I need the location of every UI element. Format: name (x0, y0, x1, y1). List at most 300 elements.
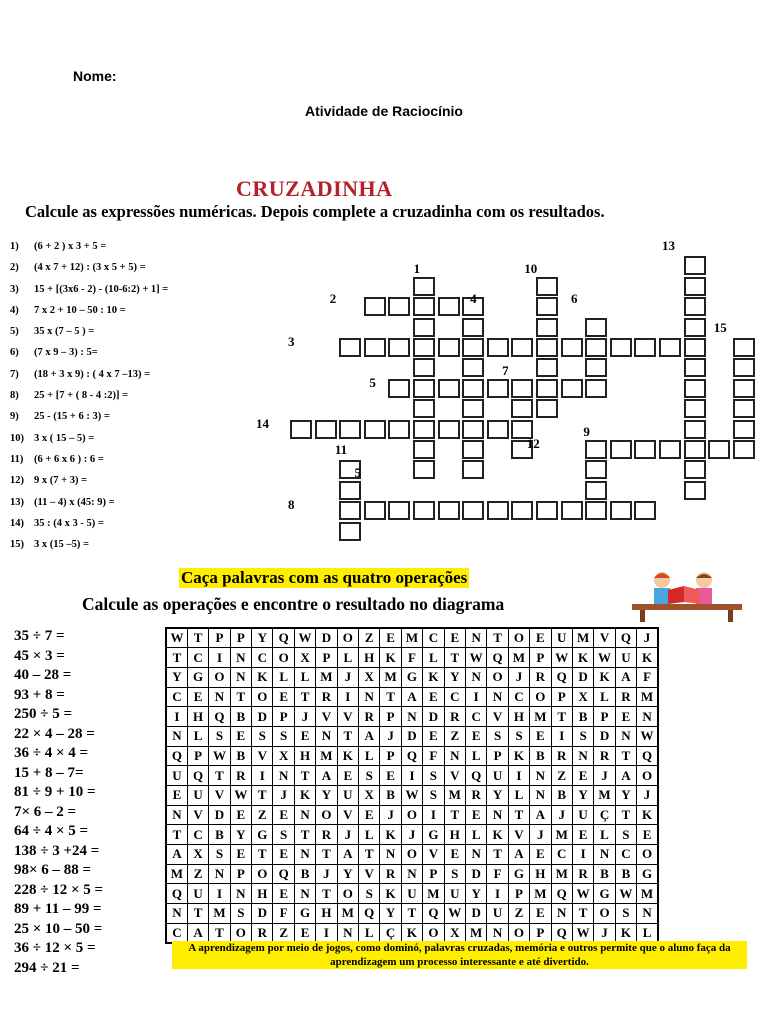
grid-letter[interactable]: N (465, 845, 486, 865)
crossword-cell[interactable] (487, 338, 509, 357)
grid-letter[interactable]: K (487, 825, 508, 845)
grid-letter[interactable]: P (187, 746, 208, 766)
grid-letter[interactable]: D (572, 667, 593, 687)
grid-letter[interactable]: V (359, 864, 380, 884)
grid-letter[interactable]: M (337, 904, 358, 924)
grid-letter[interactable]: M (423, 884, 444, 904)
crossword-cell[interactable] (462, 358, 484, 377)
grid-letter[interactable]: W (551, 648, 572, 668)
grid-letter[interactable]: I (572, 845, 593, 865)
grid-letter[interactable]: O (209, 667, 230, 687)
grid-letter[interactable]: M (166, 864, 187, 884)
grid-letter[interactable]: T (294, 766, 315, 786)
crossword-cell[interactable] (733, 379, 755, 398)
grid-letter[interactable]: N (230, 667, 251, 687)
grid-letter[interactable]: W (637, 726, 658, 746)
grid-letter[interactable]: M (465, 923, 486, 943)
grid-letter[interactable]: I (487, 884, 508, 904)
crossword-cell[interactable] (462, 420, 484, 439)
grid-letter[interactable]: N (337, 923, 358, 943)
crossword-cell[interactable] (610, 338, 632, 357)
grid-letter[interactable]: N (465, 628, 486, 648)
grid-letter[interactable]: T (551, 707, 572, 727)
grid-letter[interactable]: N (230, 884, 251, 904)
grid-letter[interactable]: N (166, 805, 187, 825)
grid-letter[interactable]: L (337, 648, 358, 668)
grid-letter[interactable]: T (401, 904, 422, 924)
grid-letter[interactable]: M (530, 707, 551, 727)
grid-letter[interactable]: K (294, 786, 315, 806)
grid-letter[interactable]: O (637, 766, 658, 786)
grid-letter[interactable]: R (615, 687, 636, 707)
grid-letter[interactable]: L (637, 923, 658, 943)
grid-letter[interactable]: L (187, 726, 208, 746)
grid-letter[interactable]: N (487, 805, 508, 825)
grid-letter[interactable]: K (637, 648, 658, 668)
grid-letter[interactable]: N (166, 904, 187, 924)
crossword-cell[interactable] (511, 399, 533, 418)
grid-letter[interactable]: J (530, 825, 551, 845)
grid-letter[interactable]: B (294, 864, 315, 884)
grid-letter[interactable]: P (380, 707, 401, 727)
grid-letter[interactable]: T (487, 628, 508, 648)
grid-letter[interactable]: Q (615, 628, 636, 648)
grid-letter[interactable]: L (423, 648, 444, 668)
crossword-cell[interactable] (438, 297, 460, 316)
grid-letter[interactable]: D (465, 864, 486, 884)
grid-letter[interactable]: N (615, 726, 636, 746)
grid-letter[interactable]: S (359, 766, 380, 786)
grid-letter[interactable]: W (401, 786, 422, 806)
grid-letter[interactable]: N (294, 805, 315, 825)
grid-letter[interactable]: Y (337, 864, 358, 884)
grid-letter[interactable]: G (594, 884, 615, 904)
grid-letter[interactable]: K (401, 923, 422, 943)
grid-letter[interactable]: V (444, 766, 465, 786)
grid-letter[interactable]: T (294, 687, 315, 707)
grid-letter[interactable]: S (273, 825, 294, 845)
grid-letter[interactable]: F (401, 648, 422, 668)
crossword-cell[interactable] (733, 420, 755, 439)
grid-letter[interactable]: A (401, 687, 422, 707)
grid-letter[interactable]: P (487, 746, 508, 766)
crossword-cell[interactable] (536, 379, 558, 398)
grid-letter[interactable]: G (401, 667, 422, 687)
crossword-cell[interactable] (388, 338, 410, 357)
grid-letter[interactable]: E (273, 687, 294, 707)
crossword-cell[interactable] (339, 522, 361, 541)
grid-letter[interactable]: S (230, 904, 251, 924)
crossword-cell[interactable] (536, 338, 558, 357)
grid-letter[interactable]: B (615, 864, 636, 884)
grid-letter[interactable]: P (230, 864, 251, 884)
grid-letter[interactable]: R (551, 746, 572, 766)
grid-letter[interactable]: U (551, 628, 572, 648)
grid-letter[interactable]: S (615, 904, 636, 924)
grid-letter[interactable]: O (401, 805, 422, 825)
grid-letter[interactable]: E (273, 845, 294, 865)
grid-letter[interactable]: S (444, 864, 465, 884)
grid-letter[interactable]: O (337, 628, 358, 648)
grid-letter[interactable]: P (209, 628, 230, 648)
crossword-cell[interactable] (585, 379, 607, 398)
grid-letter[interactable]: S (209, 845, 230, 865)
crossword-cell[interactable] (339, 338, 361, 357)
grid-letter[interactable]: Z (551, 766, 572, 786)
crossword-cell[interactable] (438, 501, 460, 520)
grid-letter[interactable]: T (380, 687, 401, 707)
grid-letter[interactable]: O (273, 648, 294, 668)
grid-letter[interactable]: Z (273, 923, 294, 943)
grid-letter[interactable]: N (401, 707, 422, 727)
grid-letter[interactable]: Z (187, 864, 208, 884)
crossword-cell[interactable] (536, 501, 558, 520)
grid-letter[interactable]: N (530, 786, 551, 806)
grid-letter[interactable]: H (294, 746, 315, 766)
grid-letter[interactable]: F (273, 904, 294, 924)
grid-letter[interactable]: L (359, 923, 380, 943)
grid-letter[interactable]: W (444, 904, 465, 924)
grid-letter[interactable]: T (615, 805, 636, 825)
crossword-cell[interactable] (585, 338, 607, 357)
grid-letter[interactable]: Q (551, 884, 572, 904)
crossword-cell[interactable] (733, 338, 755, 357)
crossword-cell[interactable] (487, 379, 509, 398)
grid-letter[interactable]: J (316, 864, 337, 884)
crossword-cell[interactable] (561, 338, 583, 357)
grid-letter[interactable]: J (401, 825, 422, 845)
crossword-cell[interactable] (438, 379, 460, 398)
grid-letter[interactable]: T (230, 687, 251, 707)
crossword-cell[interactable] (438, 420, 460, 439)
crossword-cell[interactable] (487, 420, 509, 439)
grid-letter[interactable]: D (209, 805, 230, 825)
grid-letter[interactable]: N (487, 687, 508, 707)
grid-letter[interactable]: N (401, 864, 422, 884)
grid-letter[interactable]: M (316, 746, 337, 766)
grid-letter[interactable]: I (401, 766, 422, 786)
crossword-cell[interactable] (536, 277, 558, 296)
grid-letter[interactable]: L (465, 825, 486, 845)
crossword-cell[interactable] (364, 501, 386, 520)
grid-letter[interactable]: M (551, 864, 572, 884)
grid-letter[interactable]: L (594, 825, 615, 845)
crossword-cell[interactable] (585, 440, 607, 459)
crossword-cell[interactable] (364, 338, 386, 357)
grid-letter[interactable]: E (444, 845, 465, 865)
grid-letter[interactable]: A (530, 805, 551, 825)
grid-letter[interactable]: U (337, 786, 358, 806)
grid-letter[interactable]: M (594, 786, 615, 806)
grid-letter[interactable]: O (508, 628, 529, 648)
grid-letter[interactable]: Z (444, 726, 465, 746)
grid-letter[interactable]: Y (615, 786, 636, 806)
grid-letter[interactable]: N (166, 726, 187, 746)
grid-letter[interactable]: N (294, 884, 315, 904)
grid-letter[interactable]: B (594, 864, 615, 884)
grid-letter[interactable]: O (637, 845, 658, 865)
grid-letter[interactable]: G (294, 904, 315, 924)
grid-letter[interactable]: K (508, 746, 529, 766)
crossword-cell[interactable] (511, 379, 533, 398)
grid-letter[interactable]: M (572, 628, 593, 648)
grid-letter[interactable]: S (423, 786, 444, 806)
grid-letter[interactable]: O (423, 923, 444, 943)
crossword-cell[interactable] (684, 318, 706, 337)
grid-letter[interactable]: E (465, 726, 486, 746)
grid-letter[interactable]: T (316, 884, 337, 904)
grid-letter[interactable]: T (166, 825, 187, 845)
grid-letter[interactable]: Y (444, 667, 465, 687)
grid-letter[interactable]: O (530, 687, 551, 707)
grid-letter[interactable]: Y (166, 667, 187, 687)
crossword-cell[interactable] (487, 501, 509, 520)
grid-letter[interactable]: I (252, 766, 273, 786)
grid-letter[interactable]: E (337, 766, 358, 786)
grid-letter[interactable]: X (294, 648, 315, 668)
grid-letter[interactable]: W (572, 923, 593, 943)
grid-letter[interactable]: D (423, 707, 444, 727)
grid-letter[interactable]: T (444, 648, 465, 668)
grid-letter[interactable]: U (615, 648, 636, 668)
grid-letter[interactable]: N (530, 766, 551, 786)
crossword-cell[interactable] (290, 420, 312, 439)
grid-letter[interactable]: U (166, 766, 187, 786)
grid-letter[interactable]: P (316, 648, 337, 668)
grid-letter[interactable]: C (444, 687, 465, 707)
crossword-cell[interactable] (684, 358, 706, 377)
crossword-cell[interactable] (684, 399, 706, 418)
crossword-cell[interactable] (585, 318, 607, 337)
grid-letter[interactable]: F (637, 667, 658, 687)
grid-letter[interactable]: M (401, 628, 422, 648)
grid-letter[interactable]: J (380, 726, 401, 746)
grid-letter[interactable]: S (615, 825, 636, 845)
grid-letter[interactable]: T (444, 805, 465, 825)
crossword-cell[interactable] (684, 481, 706, 500)
grid-letter[interactable]: S (423, 766, 444, 786)
grid-letter[interactable]: L (508, 786, 529, 806)
crossword-cell[interactable] (536, 297, 558, 316)
grid-letter[interactable]: H (359, 648, 380, 668)
grid-letter[interactable]: C (166, 923, 187, 943)
grid-letter[interactable]: J (294, 707, 315, 727)
grid-letter[interactable]: L (465, 746, 486, 766)
grid-letter[interactable]: R (380, 864, 401, 884)
crossword-cell[interactable] (462, 399, 484, 418)
grid-letter[interactable]: D (465, 904, 486, 924)
grid-letter[interactable]: H (316, 904, 337, 924)
grid-letter[interactable]: P (273, 707, 294, 727)
grid-letter[interactable]: K (572, 648, 593, 668)
grid-letter[interactable]: W (294, 628, 315, 648)
grid-letter[interactable]: C (423, 628, 444, 648)
grid-letter[interactable]: T (508, 805, 529, 825)
grid-letter[interactable]: W (465, 648, 486, 668)
grid-letter[interactable]: D (316, 628, 337, 648)
grid-letter[interactable]: Q (187, 766, 208, 786)
grid-letter[interactable]: V (487, 707, 508, 727)
grid-letter[interactable]: E (572, 766, 593, 786)
grid-letter[interactable]: M (316, 667, 337, 687)
crossword-cell[interactable] (610, 440, 632, 459)
crossword-cell[interactable] (733, 440, 755, 459)
grid-letter[interactable]: K (380, 648, 401, 668)
grid-letter[interactable]: E (187, 687, 208, 707)
grid-letter[interactable]: W (166, 628, 187, 648)
crossword-cell[interactable] (339, 481, 361, 500)
grid-letter[interactable]: E (230, 805, 251, 825)
grid-letter[interactable]: C (615, 845, 636, 865)
grid-letter[interactable]: R (316, 825, 337, 845)
grid-letter[interactable]: Q (551, 667, 572, 687)
grid-letter[interactable]: E (423, 726, 444, 746)
grid-letter[interactable]: J (508, 667, 529, 687)
crossword-cell[interactable] (462, 460, 484, 479)
grid-letter[interactable]: B (530, 746, 551, 766)
crossword-cell[interactable] (684, 277, 706, 296)
grid-letter[interactable]: I (423, 805, 444, 825)
crossword-cell[interactable] (684, 440, 706, 459)
grid-letter[interactable]: Z (252, 805, 273, 825)
grid-letter[interactable]: T (294, 825, 315, 845)
crossword-cell[interactable] (413, 297, 435, 316)
grid-letter[interactable]: A (615, 766, 636, 786)
grid-letter[interactable]: E (572, 825, 593, 845)
grid-letter[interactable]: N (551, 904, 572, 924)
crossword-cell[interactable] (413, 460, 435, 479)
crossword-cell[interactable] (536, 318, 558, 337)
grid-letter[interactable]: E (359, 805, 380, 825)
grid-letter[interactable]: H (444, 825, 465, 845)
grid-letter[interactable]: M (637, 884, 658, 904)
grid-letter[interactable]: V (337, 805, 358, 825)
grid-letter[interactable]: Y (487, 786, 508, 806)
grid-letter[interactable]: C (187, 825, 208, 845)
grid-letter[interactable]: Y (380, 904, 401, 924)
grid-letter[interactable]: J (637, 786, 658, 806)
grid-letter[interactable]: X (273, 746, 294, 766)
grid-letter[interactable]: D (252, 707, 273, 727)
grid-letter[interactable]: N (209, 687, 230, 707)
grid-letter[interactable]: W (594, 648, 615, 668)
grid-letter[interactable]: Q (423, 904, 444, 924)
grid-letter[interactable]: C (252, 648, 273, 668)
grid-letter[interactable]: I (209, 648, 230, 668)
grid-letter[interactable]: G (187, 667, 208, 687)
grid-letter[interactable]: Y (465, 884, 486, 904)
grid-letter[interactable]: N (637, 904, 658, 924)
crossword-cell[interactable] (536, 358, 558, 377)
crossword-cell[interactable] (388, 420, 410, 439)
crossword-cell[interactable] (634, 501, 656, 520)
grid-letter[interactable]: O (594, 904, 615, 924)
grid-letter[interactable]: E (230, 726, 251, 746)
grid-letter[interactable]: Y (252, 628, 273, 648)
grid-letter[interactable]: C (465, 707, 486, 727)
crossword-cell[interactable] (413, 420, 435, 439)
grid-letter[interactable]: D (594, 726, 615, 746)
grid-letter[interactable]: N (209, 864, 230, 884)
crossword-cell[interactable] (315, 420, 337, 439)
grid-letter[interactable]: R (572, 864, 593, 884)
grid-letter[interactable]: V (594, 628, 615, 648)
grid-letter[interactable]: K (337, 746, 358, 766)
grid-letter[interactable]: Ç (594, 805, 615, 825)
crossword-cell[interactable] (585, 460, 607, 479)
grid-letter[interactable]: L (359, 825, 380, 845)
crossword-cell[interactable] (413, 338, 435, 357)
grid-letter[interactable]: B (380, 786, 401, 806)
grid-letter[interactable]: L (294, 667, 315, 687)
crossword-cell[interactable] (413, 358, 435, 377)
grid-letter[interactable]: T (316, 845, 337, 865)
grid-letter[interactable]: S (572, 726, 593, 746)
grid-letter[interactable]: C (508, 687, 529, 707)
grid-letter[interactable]: O (508, 923, 529, 943)
grid-letter[interactable]: Q (359, 904, 380, 924)
crossword-cell[interactable] (684, 256, 706, 275)
grid-letter[interactable]: A (166, 845, 187, 865)
grid-letter[interactable]: I (337, 687, 358, 707)
grid-letter[interactable]: A (508, 845, 529, 865)
grid-letter[interactable]: J (337, 667, 358, 687)
grid-letter[interactable]: V (337, 707, 358, 727)
crossword-cell[interactable] (413, 399, 435, 418)
grid-letter[interactable]: R (359, 707, 380, 727)
crossword-cell[interactable] (388, 501, 410, 520)
grid-letter[interactable]: R (530, 667, 551, 687)
grid-letter[interactable]: B (230, 746, 251, 766)
grid-letter[interactable]: Y (572, 786, 593, 806)
grid-letter[interactable]: N (637, 707, 658, 727)
grid-letter[interactable]: N (465, 667, 486, 687)
grid-letter[interactable]: Q (465, 766, 486, 786)
grid-letter[interactable]: B (230, 707, 251, 727)
grid-letter[interactable]: Q (273, 864, 294, 884)
grid-letter[interactable]: Y (230, 825, 251, 845)
grid-letter[interactable]: N (273, 766, 294, 786)
grid-letter[interactable]: F (487, 864, 508, 884)
grid-letter[interactable]: S (209, 726, 230, 746)
grid-letter[interactable]: J (273, 786, 294, 806)
grid-letter[interactable]: P (530, 648, 551, 668)
grid-letter[interactable]: G (423, 825, 444, 845)
grid-letter[interactable]: U (487, 904, 508, 924)
grid-letter[interactable]: D (401, 726, 422, 746)
grid-letter[interactable]: A (359, 726, 380, 746)
grid-letter[interactable]: N (359, 687, 380, 707)
crossword-cell[interactable] (561, 379, 583, 398)
grid-letter[interactable]: M (209, 904, 230, 924)
grid-letter[interactable]: K (637, 805, 658, 825)
grid-letter[interactable]: T (166, 648, 187, 668)
crossword-cell[interactable] (585, 501, 607, 520)
grid-letter[interactable]: L (359, 746, 380, 766)
grid-letter[interactable]: E (230, 845, 251, 865)
grid-letter[interactable]: S (252, 726, 273, 746)
grid-letter[interactable]: K (615, 923, 636, 943)
grid-letter[interactable]: Q (273, 628, 294, 648)
grid-letter[interactable]: N (380, 845, 401, 865)
grid-letter[interactable]: P (530, 923, 551, 943)
crossword-cell[interactable] (413, 318, 435, 337)
crossword-cell[interactable] (659, 338, 681, 357)
grid-letter[interactable]: U (444, 884, 465, 904)
grid-letter[interactable]: K (252, 667, 273, 687)
grid-letter[interactable]: A (316, 766, 337, 786)
grid-letter[interactable]: T (359, 845, 380, 865)
